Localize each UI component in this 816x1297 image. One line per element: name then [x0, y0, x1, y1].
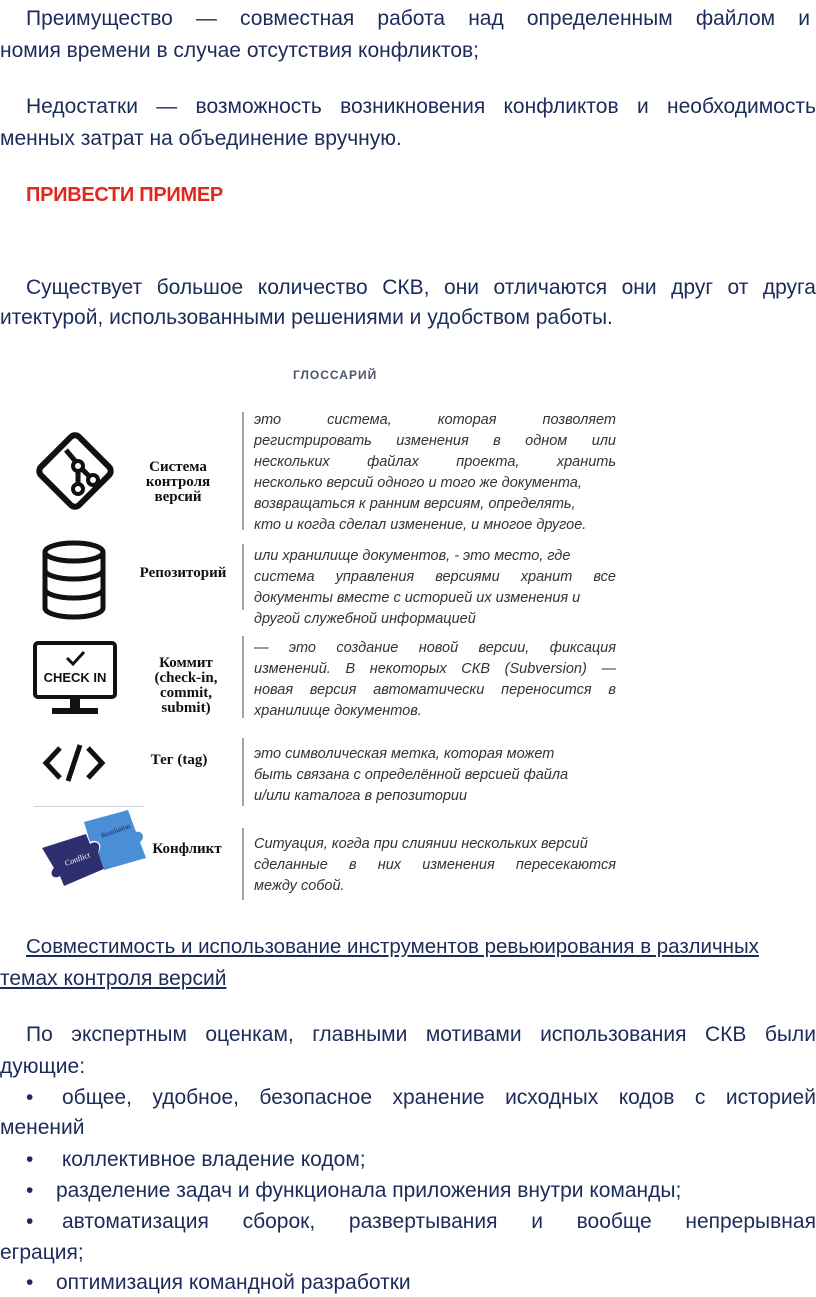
divider-line — [242, 412, 244, 530]
word: версии, — [478, 640, 530, 656]
word: новой — [418, 640, 459, 656]
definition-line — [254, 410, 616, 431]
word: Преимущество — [26, 7, 173, 30]
word: несколько версий одного и того же документа, — [254, 475, 582, 491]
definition-line — [254, 855, 616, 876]
word: СКВ, — [382, 276, 430, 299]
glossary-definition-repository — [254, 546, 616, 630]
word: некоторых — [369, 661, 447, 677]
word: Недостатки — [26, 95, 138, 118]
word: создание — [336, 640, 399, 656]
word: все — [593, 569, 616, 585]
word: переносится — [501, 682, 592, 698]
bullet-text: оптимизация командной разработки — [56, 1271, 411, 1294]
word: непрерывная — [685, 1210, 816, 1233]
word: возвращаться к ранним версиям, определять, — [254, 496, 576, 512]
word: (Subversion) — [504, 661, 587, 677]
paragraph-variety-line2: итектурой, использованными решениями и удобством работы. — [0, 306, 613, 329]
definition-line — [254, 680, 616, 701]
word: совместная — [240, 7, 355, 30]
definition-line — [254, 786, 616, 807]
definition-line — [254, 876, 616, 897]
word: изменений. — [254, 661, 331, 677]
bullet-text-continuation: менений — [0, 1116, 85, 1139]
divider-line — [242, 544, 244, 610]
word: отличаются — [493, 276, 608, 299]
term-line: (check-in, — [154, 670, 218, 686]
glossary-term-tag — [138, 753, 220, 768]
word: система, — [327, 412, 392, 428]
section-heading-line1: Совместимость и использование инструментов ревьюирования в различных — [26, 935, 759, 958]
paragraph-disadvantage-line2: менных затрат на объединение вручную. — [0, 127, 402, 150]
word: общее, — [62, 1086, 132, 1109]
code-tag-icon — [42, 742, 106, 784]
term-line: версий — [154, 489, 202, 505]
section-intro-line2: дующие: — [0, 1055, 86, 1078]
glossary-figure — [28, 360, 628, 905]
definition-line — [254, 701, 616, 722]
word: друга — [762, 276, 816, 299]
definition-line — [254, 609, 616, 630]
definition-line — [254, 588, 616, 609]
word: вообще — [576, 1210, 652, 1233]
example-heading: ПРИВЕСТИ ПРИМЕР — [26, 184, 223, 206]
word: регистрировать — [254, 433, 372, 449]
word: количество — [257, 276, 368, 299]
database-icon — [40, 540, 108, 620]
word: хранит — [520, 569, 573, 585]
word: возможность — [195, 95, 322, 118]
word: хранить — [556, 454, 616, 470]
divider-line — [242, 828, 244, 900]
word: это — [254, 412, 282, 428]
word: в — [348, 857, 357, 873]
word: они — [444, 276, 480, 299]
word: другой служебной информацией — [254, 611, 476, 627]
definition-line — [254, 431, 616, 452]
term-line: submit) — [161, 700, 211, 716]
puzzle-label-conflict: Conflict — [63, 850, 92, 868]
word: — — [254, 640, 269, 656]
word: главными — [312, 1023, 408, 1046]
word: и — [798, 7, 810, 30]
word: это символическая метка, которая может — [254, 746, 555, 762]
word: мотивами — [425, 1023, 522, 1046]
section-heading-line2: темах контроля версий — [0, 967, 227, 990]
word: По — [26, 1023, 53, 1046]
definition-line — [254, 834, 616, 855]
word: — — [156, 95, 178, 118]
divider-line — [34, 806, 144, 807]
word: и — [636, 95, 649, 118]
paragraph-disadvantage-line1 — [26, 94, 816, 120]
bullet-text — [62, 1209, 816, 1235]
word: СКВ — [704, 1023, 747, 1046]
term-line: commit, — [159, 685, 213, 701]
term-line: Конфликт — [152, 841, 222, 857]
word: были — [764, 1023, 816, 1046]
definition-line — [254, 744, 616, 765]
bullet-text: разделение задач и функционала приложения внутри команды; — [56, 1179, 682, 1202]
definition-line — [254, 546, 616, 567]
word: позволяет — [542, 412, 616, 428]
word: Существует — [26, 276, 143, 299]
word: они — [621, 276, 657, 299]
term-line: Тег (tag) — [150, 752, 208, 768]
word: пересекаются — [515, 857, 616, 873]
term-line: контроля — [145, 474, 211, 490]
word: развертывания — [348, 1210, 498, 1233]
word: возникновения — [340, 95, 486, 118]
puzzle-label-resolution: Resolution — [99, 821, 132, 840]
definition-line — [254, 515, 616, 536]
word: работа — [377, 7, 446, 30]
word: проекта, — [456, 454, 520, 470]
word: хранение — [392, 1086, 485, 1109]
definition-line — [254, 473, 616, 494]
word: одном — [525, 433, 568, 449]
word: фиксация — [549, 640, 616, 656]
word: сделанные — [254, 857, 328, 873]
word: определенным — [526, 7, 673, 30]
bullet-icon: • — [26, 1086, 34, 1109]
list-item — [26, 1270, 411, 1296]
word: удобное, — [152, 1086, 239, 1109]
word: управления — [335, 569, 415, 585]
word: В — [345, 661, 356, 677]
word: версия — [309, 682, 357, 698]
word: историей — [725, 1086, 816, 1109]
divider-line — [242, 636, 244, 718]
word: исходных — [505, 1086, 599, 1109]
word: необходимость — [666, 95, 816, 118]
word: нескольких — [254, 454, 330, 470]
word: или хранилище документов, - это место, где — [254, 548, 571, 564]
word: кодов — [618, 1086, 675, 1109]
bullet-text-continuation: еграция; — [0, 1241, 84, 1264]
word: них — [377, 857, 402, 873]
definition-line — [254, 638, 616, 659]
word: Ситуация, когда при слиянии нескольких версий — [254, 836, 588, 852]
glossary-title: ГЛОССАРИЙ — [293, 368, 378, 382]
glossary-definition-vcs — [254, 410, 616, 536]
paragraph-advantage-line2: номия времени в случае отсутствия конфликтов; — [0, 39, 479, 62]
word: быть связана с определённой версией файла — [254, 767, 569, 783]
bullet-icon: • — [26, 1148, 34, 1171]
glossary-term-conflict — [142, 842, 232, 857]
term-line: Коммит — [159, 655, 213, 671]
divider-line — [242, 738, 244, 806]
word: над — [468, 7, 504, 30]
word: файлах — [367, 454, 419, 470]
glossary-term-repository — [128, 566, 238, 581]
word: это — [288, 640, 317, 656]
list-item — [26, 1178, 681, 1204]
word: от — [727, 276, 749, 299]
section-intro-line1 — [26, 1022, 816, 1048]
definition-line — [254, 659, 616, 680]
word: сборок, — [242, 1210, 316, 1233]
word: экспертным — [71, 1023, 187, 1046]
glossary-definition-tag — [254, 744, 616, 807]
puzzle-conflict-icon — [36, 808, 148, 892]
term-line: Репозиторий — [139, 565, 227, 581]
word: документы вместе с историей их изменения и — [254, 590, 581, 606]
definition-line — [254, 452, 616, 473]
word: версиями — [435, 569, 500, 585]
word: с — [694, 1086, 706, 1109]
word: в — [493, 433, 501, 449]
list-item — [26, 1209, 56, 1235]
word: большое — [156, 276, 244, 299]
word: автоматизация — [62, 1210, 209, 1233]
definition-line — [254, 494, 616, 515]
term-line: Система — [149, 459, 207, 475]
word: — — [601, 661, 616, 677]
glossary-definition-conflict — [254, 834, 616, 897]
word: безопасное — [259, 1086, 373, 1109]
word: конфликтов — [503, 95, 619, 118]
definition-line — [254, 765, 616, 786]
paragraph-variety-line1 — [26, 275, 816, 301]
word: оценкам, — [205, 1023, 294, 1046]
word: и/или каталога в репозитории — [254, 788, 468, 804]
bullet-icon: • — [26, 1271, 34, 1294]
word: и — [531, 1210, 543, 1233]
bullet-icon: • — [26, 1179, 34, 1202]
word: в — [608, 682, 616, 698]
word: между собой. — [254, 878, 345, 894]
check-in-label: CHECK IN — [43, 670, 107, 685]
bullet-icon: • — [26, 1210, 34, 1233]
bullet-text: коллективное владение кодом; — [56, 1148, 366, 1171]
word: друг — [671, 276, 713, 299]
word: изменения — [396, 433, 469, 449]
definition-line — [254, 567, 616, 588]
word: изменения — [422, 857, 495, 873]
glossary-term-vcs — [138, 460, 218, 505]
word: кто и когда сделал изменение, и многое другое. — [254, 517, 587, 533]
word: хранилище документов. — [254, 703, 422, 719]
word: система — [254, 569, 315, 585]
word: файлом — [695, 7, 776, 30]
glossary-definition-commit — [254, 638, 616, 722]
word: автоматически — [373, 682, 485, 698]
list-item — [26, 1147, 366, 1173]
word: СКВ — [461, 661, 490, 677]
paragraph-advantage-line1 — [26, 6, 810, 32]
word: или — [591, 433, 616, 449]
word: которая — [437, 412, 497, 428]
word: использования — [540, 1023, 687, 1046]
git-diamond-icon — [32, 428, 118, 514]
word: — — [195, 7, 217, 30]
bullet-text — [62, 1085, 816, 1111]
word: новая — [254, 682, 294, 698]
glossary-term-commit — [140, 656, 232, 716]
